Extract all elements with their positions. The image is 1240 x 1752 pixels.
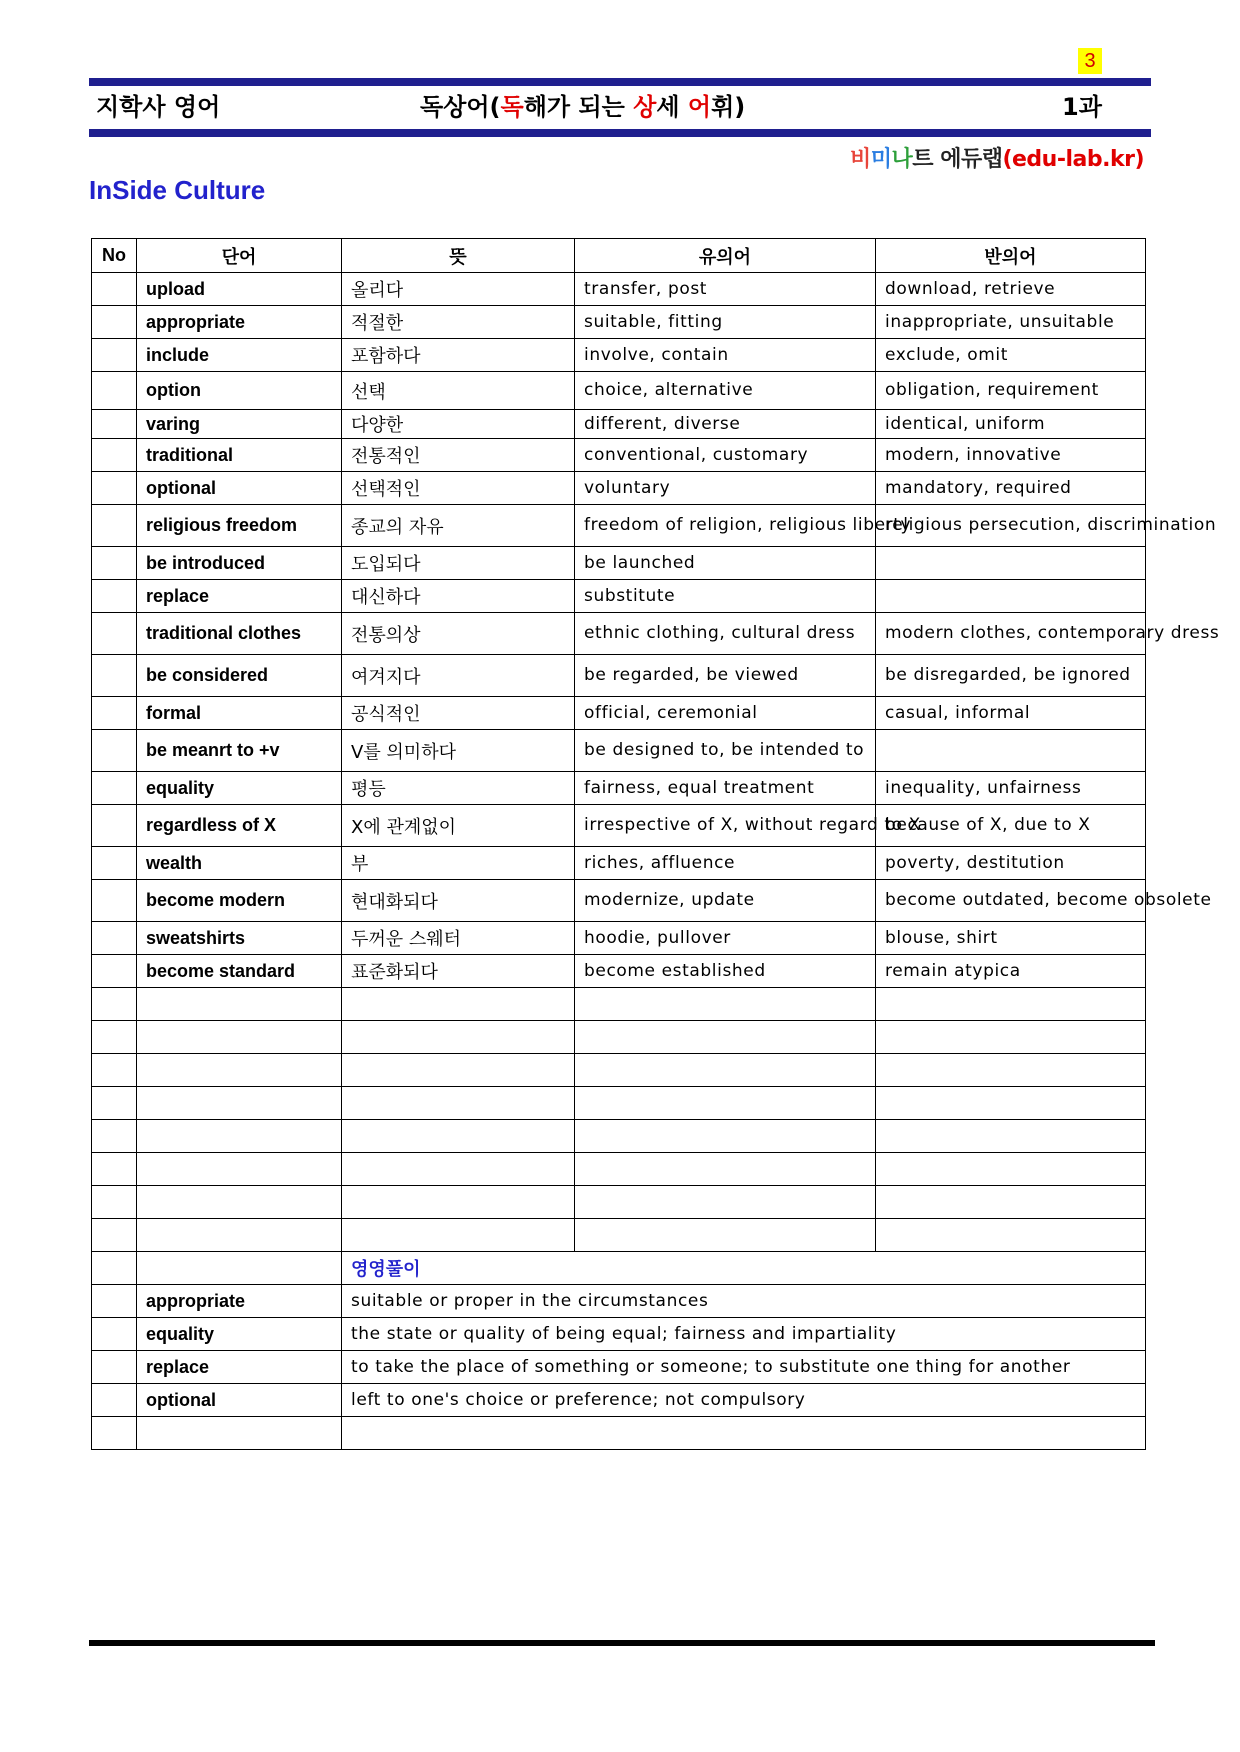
definition-row <box>92 1351 1146 1384</box>
row-number <box>92 697 137 730</box>
empty-cell <box>137 1186 342 1219</box>
table-row <box>92 410 1146 439</box>
empty-row <box>92 1219 1146 1252</box>
header-title <box>420 88 745 126</box>
row-word: regardless of X <box>137 805 342 847</box>
row-meaning: 선택 <box>342 372 575 410</box>
empty-cell <box>137 1417 342 1450</box>
empty-cell <box>876 1219 1146 1252</box>
table-row <box>92 439 1146 472</box>
row-number <box>92 1318 137 1351</box>
row-antonym: modern clothes, contemporary dress <box>876 613 1146 655</box>
brand-logo <box>850 142 1144 173</box>
row-meaning: 올리다 <box>342 273 575 306</box>
row-synonym: ethnic clothing, cultural dress <box>575 613 876 655</box>
row-antonym: poverty, destitution <box>876 847 1146 880</box>
row-meaning: 다양한 <box>342 410 575 439</box>
row-number <box>92 273 137 306</box>
header-rule-bottom <box>89 129 1151 137</box>
table-header-row <box>92 239 1146 273</box>
row-number <box>92 1285 137 1318</box>
header-title-seg: 독상어( <box>420 93 501 121</box>
row-synonym: conventional, customary <box>575 439 876 472</box>
header-title-seg: 독 <box>500 93 524 121</box>
table-row <box>92 372 1146 410</box>
row-synonym: choice, alternative <box>575 372 876 410</box>
definition-word: replace <box>137 1351 342 1384</box>
row-number <box>92 955 137 988</box>
empty-cell <box>92 1219 137 1252</box>
empty-row <box>92 1021 1146 1054</box>
definition-word: equality <box>137 1318 342 1351</box>
row-word: replace <box>137 580 342 613</box>
table-row <box>92 547 1146 580</box>
row-antonym: obligation, requirement <box>876 372 1146 410</box>
row-word: be considered <box>137 655 342 697</box>
row-number <box>92 472 137 505</box>
row-antonym: exclude, omit <box>876 339 1146 372</box>
empty-cell <box>876 1087 1146 1120</box>
empty-cell <box>92 1054 137 1087</box>
table-row <box>92 580 1146 613</box>
header-word: 단어 <box>137 239 342 273</box>
brand-part: 트 에듀랩 <box>912 147 1003 172</box>
table-row <box>92 697 1146 730</box>
row-antonym: because of X, due to X <box>876 805 1146 847</box>
empty-cell <box>137 1054 342 1087</box>
table-row <box>92 472 1146 505</box>
table-row <box>92 730 1146 772</box>
definition-text: the state or quality of being equal; fairness and impartiality <box>342 1318 1146 1351</box>
row-number <box>92 730 137 772</box>
table-row <box>92 772 1146 805</box>
empty-cell <box>342 1186 575 1219</box>
header-meaning: 뜻 <box>342 239 575 273</box>
empty-cell <box>575 1120 876 1153</box>
row-word: religious freedom <box>137 505 342 547</box>
empty-cell <box>342 1054 575 1087</box>
row-antonym: inequality, unfairness <box>876 772 1146 805</box>
brand-part: 비 <box>849 147 871 172</box>
empty-cell <box>92 1186 137 1219</box>
row-number <box>92 655 137 697</box>
row-meaning: 두꺼운 스웨터 <box>342 922 575 955</box>
row-meaning: 도입되다 <box>342 547 575 580</box>
table-row <box>92 306 1146 339</box>
row-antonym: casual, informal <box>876 697 1146 730</box>
row-number <box>92 805 137 847</box>
row-meaning: 종교의 자유 <box>342 505 575 547</box>
row-synonym: involve, contain <box>575 339 876 372</box>
empty-cell <box>92 988 137 1021</box>
footer-rule <box>89 1640 1155 1646</box>
row-word: include <box>137 339 342 372</box>
table-row <box>92 847 1146 880</box>
row-meaning: 현대화되다 <box>342 880 575 922</box>
row-number <box>92 922 137 955</box>
empty-row <box>92 1153 1146 1186</box>
row-word: formal <box>137 697 342 730</box>
empty-row <box>92 1186 1146 1219</box>
empty-cell <box>575 1087 876 1120</box>
row-meaning: 공식적인 <box>342 697 575 730</box>
row-meaning: 표준화되다 <box>342 955 575 988</box>
row-word: become standard <box>137 955 342 988</box>
row-synonym: voluntary <box>575 472 876 505</box>
empty-cell <box>342 1120 575 1153</box>
definition-word: optional <box>137 1384 342 1417</box>
row-antonym: remain atypica <box>876 955 1146 988</box>
empty-cell <box>137 1120 342 1153</box>
empty-cell <box>575 988 876 1021</box>
empty-cell <box>876 1054 1146 1087</box>
empty-cell <box>876 1186 1146 1219</box>
row-synonym: substitute <box>575 580 876 613</box>
empty-cell <box>137 988 342 1021</box>
row-number <box>92 410 137 439</box>
definition-text: suitable or proper in the circumstances <box>342 1285 1146 1318</box>
row-word: option <box>137 372 342 410</box>
definition-word: appropriate <box>137 1285 342 1318</box>
row-word: sweatshirts <box>137 922 342 955</box>
row-meaning: X에 관계없이 <box>342 805 575 847</box>
row-synonym: modernize, update <box>575 880 876 922</box>
empty-cell <box>342 1417 1146 1450</box>
table-row <box>92 273 1146 306</box>
section-title: InSide Culture <box>89 175 266 205</box>
header-title-seg: 해가 되는 <box>523 93 634 121</box>
row-meaning: 선택적인 <box>342 472 575 505</box>
empty-cell <box>342 1219 575 1252</box>
header-synonym: 유의어 <box>575 239 876 273</box>
table-row <box>92 880 1146 922</box>
empty-cell <box>92 1153 137 1186</box>
gloss-title: 영영풀이 <box>342 1252 1146 1285</box>
definition-row <box>92 1285 1146 1318</box>
row-synonym: freedom of religion, religious liberty <box>575 505 876 547</box>
row-number <box>92 1351 137 1384</box>
row-meaning: 포함하다 <box>342 339 575 372</box>
row-antonym: identical, uniform <box>876 410 1146 439</box>
row-word: traditional <box>137 439 342 472</box>
empty-row <box>92 1417 1146 1450</box>
row-number <box>92 1384 137 1417</box>
empty-row <box>92 1054 1146 1087</box>
definition-text: to take the place of something or someone; to substitute one thing for another <box>342 1351 1146 1384</box>
row-antonym: modern, innovative <box>876 439 1146 472</box>
row-number <box>92 439 137 472</box>
row-word: optional <box>137 472 342 505</box>
row-meaning: 적절한 <box>342 306 575 339</box>
row-word: wealth <box>137 847 342 880</box>
empty-cell <box>342 1153 575 1186</box>
row-number <box>92 772 137 805</box>
brand-part: 나 <box>891 147 913 172</box>
row-synonym: different, diverse <box>575 410 876 439</box>
row-meaning: 전통적인 <box>342 439 575 472</box>
header-no: No <box>92 239 137 273</box>
row-meaning: 전통의상 <box>342 613 575 655</box>
row-word: be meanrt to +v <box>137 730 342 772</box>
empty-cell <box>137 1153 342 1186</box>
header-antonym: 반의어 <box>876 239 1146 273</box>
empty-cell <box>92 1087 137 1120</box>
brand-part: (edu-lab.kr) <box>1002 147 1144 172</box>
header-title-seg: 휘) <box>711 93 746 121</box>
row-antonym: mandatory, required <box>876 472 1146 505</box>
header-title-seg: 세 <box>656 93 688 121</box>
empty-cell <box>575 1219 876 1252</box>
row-meaning: 여겨지다 <box>342 655 575 697</box>
empty-cell <box>342 1087 575 1120</box>
vocab-table <box>91 238 1220 1450</box>
empty-cell <box>575 1021 876 1054</box>
row-synonym: official, ceremonial <box>575 697 876 730</box>
row-number <box>92 505 137 547</box>
empty-cell <box>575 1153 876 1186</box>
empty-cell <box>575 1054 876 1087</box>
row-antonym <box>876 730 1146 772</box>
row-synonym: hoodie, pullover <box>575 922 876 955</box>
table-row <box>92 955 1146 988</box>
empty-cell <box>92 1252 137 1285</box>
empty-cell <box>876 1120 1146 1153</box>
table-row <box>92 339 1146 372</box>
empty-row <box>92 988 1146 1021</box>
table-row <box>92 922 1146 955</box>
row-number <box>92 339 137 372</box>
empty-cell <box>876 988 1146 1021</box>
row-number <box>92 580 137 613</box>
row-meaning: 부 <box>342 847 575 880</box>
empty-cell <box>137 1252 342 1285</box>
empty-cell <box>876 1153 1146 1186</box>
row-synonym: fairness, equal treatment <box>575 772 876 805</box>
header-title-seg: 상 <box>633 93 657 121</box>
definition-row <box>92 1318 1146 1351</box>
row-synonym: be regarded, be viewed <box>575 655 876 697</box>
gloss-title-row <box>92 1252 1146 1285</box>
row-word: become modern <box>137 880 342 922</box>
row-word: appropriate <box>137 306 342 339</box>
row-number <box>92 547 137 580</box>
header-lesson: 1과 <box>1062 93 1102 121</box>
row-number <box>92 613 137 655</box>
row-synonym: be designed to, be intended to <box>575 730 876 772</box>
row-synonym: be launched <box>575 547 876 580</box>
empty-cell <box>92 1021 137 1054</box>
row-meaning: V를 의미하다 <box>342 730 575 772</box>
row-number <box>92 306 137 339</box>
row-meaning: 대신하다 <box>342 580 575 613</box>
row-word: upload <box>137 273 342 306</box>
vocab-body <box>92 273 1220 1450</box>
page-number: 3 <box>1078 48 1102 74</box>
definition-row <box>92 1384 1146 1417</box>
empty-cell <box>92 1120 137 1153</box>
table-row <box>92 655 1146 697</box>
row-antonym: blouse, shirt <box>876 922 1146 955</box>
row-word: varing <box>137 410 342 439</box>
table-row <box>92 613 1146 655</box>
row-synonym: transfer, post <box>575 273 876 306</box>
empty-row <box>92 1087 1146 1120</box>
empty-cell <box>137 1087 342 1120</box>
row-synonym: suitable, fitting <box>575 306 876 339</box>
row-number <box>92 880 137 922</box>
header-textbook: 지학사 영어 <box>96 93 221 121</box>
row-number <box>92 372 137 410</box>
row-antonym <box>876 580 1146 613</box>
header-title-seg: 어 <box>687 93 712 121</box>
row-antonym: inappropriate, unsuitable <box>876 306 1146 339</box>
row-word: equality <box>137 772 342 805</box>
row-word: be introduced <box>137 547 342 580</box>
table-row <box>92 505 1146 547</box>
empty-cell <box>137 1219 342 1252</box>
header-rule-top <box>89 78 1151 86</box>
empty-cell <box>137 1021 342 1054</box>
row-synonym: become established <box>575 955 876 988</box>
row-number <box>92 847 137 880</box>
empty-cell <box>92 1417 137 1450</box>
row-antonym: download, retrieve <box>876 273 1146 306</box>
row-word: traditional clothes <box>137 613 342 655</box>
empty-row <box>92 1120 1146 1153</box>
row-antonym: become outdated, become obsolete <box>876 880 1146 922</box>
row-antonym: be disregarded, be ignored <box>876 655 1146 697</box>
definition-text: left to one's choice or preference; not compulsory <box>342 1384 1146 1417</box>
empty-cell <box>575 1186 876 1219</box>
brand-part: 미 <box>870 147 892 172</box>
empty-cell <box>342 1021 575 1054</box>
empty-cell <box>876 1021 1146 1054</box>
row-synonym: irrespective of X, without regard to X <box>575 805 876 847</box>
row-antonym: religious persecution, discrimination <box>876 505 1146 547</box>
row-antonym <box>876 547 1146 580</box>
row-meaning: 평등 <box>342 772 575 805</box>
empty-cell <box>342 988 575 1021</box>
table-row <box>92 805 1146 847</box>
row-synonym: riches, affluence <box>575 847 876 880</box>
